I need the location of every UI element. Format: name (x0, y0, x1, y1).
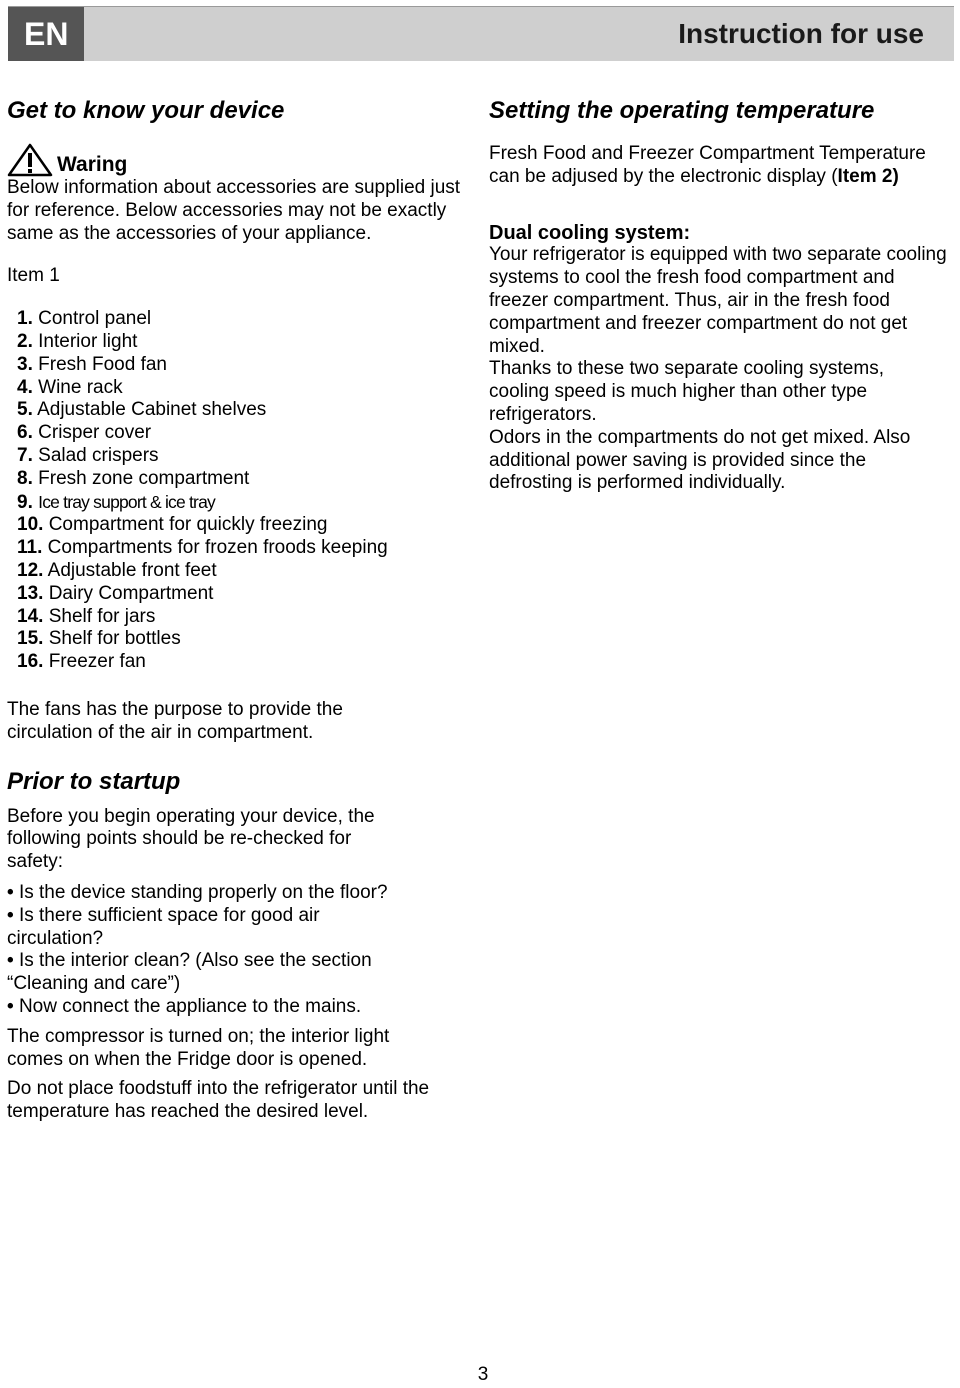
list-item: 1. Control panel (17, 308, 152, 330)
bullet-item: • Now connect the appliance to the mains. (7, 995, 362, 1017)
bullet-item: • Is the interior clean? (Also see the section “Cleaning and care”) (7, 950, 372, 995)
bullet-item: • Is the device standing properly on the floor? (7, 881, 388, 903)
list-item: 2. Interior light (17, 330, 138, 352)
list-item: 11. Compartments for frozen froods keeping (17, 537, 388, 559)
warning-icon (7, 143, 53, 177)
section-heading-get-to-know: Get to know your device (7, 97, 285, 124)
dual-cooling-paragraph-1: Your refrigerator is equipped with two separate cooling systems to cool the fresh food compartment and freezer compartment. Thus, air in the fresh food compartment and freezer compartment do not get mixed. (489, 244, 947, 357)
dual-cooling-heading: Dual cooling system: (489, 221, 691, 244)
temperature-text: Fresh Food and Freezer Compartment Temperature can be adjused by the electronic display (Item 2) (489, 143, 926, 187)
list-item: 4. Wine rack (17, 376, 123, 398)
list-item: 9. Ice tray support & ice tray (17, 491, 215, 513)
prior-intro: Before you begin operating your device, the following points should be re-checked for safety: (7, 805, 375, 873)
fans-note: The fans has the purpose to provide the circulation of the air in compartment. (7, 698, 343, 743)
list-item: 8. Fresh zone compartment (17, 467, 250, 489)
list-item: 5. Adjustable Cabinet shelves (17, 399, 267, 421)
section-heading-prior-to-startup: Prior to startup (7, 767, 181, 795)
list-item: 12. Adjustable front feet (17, 559, 217, 581)
accessory-list (7, 308, 467, 674)
list-item: 14. Shelf for jars (17, 605, 156, 627)
list-item: 7. Salad crispers (17, 444, 159, 466)
compressor-note: The compressor is turned on; the interior light comes on when the Fridge door is opened. (7, 1025, 390, 1070)
list-item: 13. Dairy Compartment (17, 582, 214, 604)
dual-cooling-paragraph-2: Thanks to these two separate cooling systems, cooling speed is much higher than other type refrigerators. (489, 358, 884, 425)
list-item: 16. Freezer fan (17, 651, 146, 673)
list-item: 6. Crisper cover (17, 422, 152, 444)
right-column (489, 95, 954, 495)
list-item: 3. Fresh Food fan (17, 353, 167, 375)
page-number: 3 (477, 1364, 489, 1385)
item-1-title: Item 1 (7, 265, 60, 287)
list-item: 15. Shelf for bottles (17, 628, 181, 650)
warning-block (7, 143, 467, 177)
dual-cooling-paragraph-3: Odors in the compartments do not get mixed. Also additional power saving is provided since the defrosting is performed individually. (489, 426, 911, 494)
bullet-item: • Is there sufficient space for good air circulation? (7, 904, 320, 949)
language-label: EN (8, 7, 84, 61)
warning-title: Waring (57, 153, 128, 176)
header-title: Instruction for use (678, 18, 924, 49)
section-heading-operating-temperature: Setting the operating temperature (489, 97, 875, 124)
page-header (8, 6, 954, 61)
list-item: 10. Compartment for quickly freezing (17, 514, 328, 536)
foodstuff-note: Do not place foodstuff into the refrigerator until the temperature has reached the desired level. (7, 1078, 430, 1123)
warning-text: Below information about accessories are supplied just for reference. Below accessories may not be exactly same as the accessories of your appliance. (7, 177, 461, 244)
left-column (7, 95, 467, 1124)
